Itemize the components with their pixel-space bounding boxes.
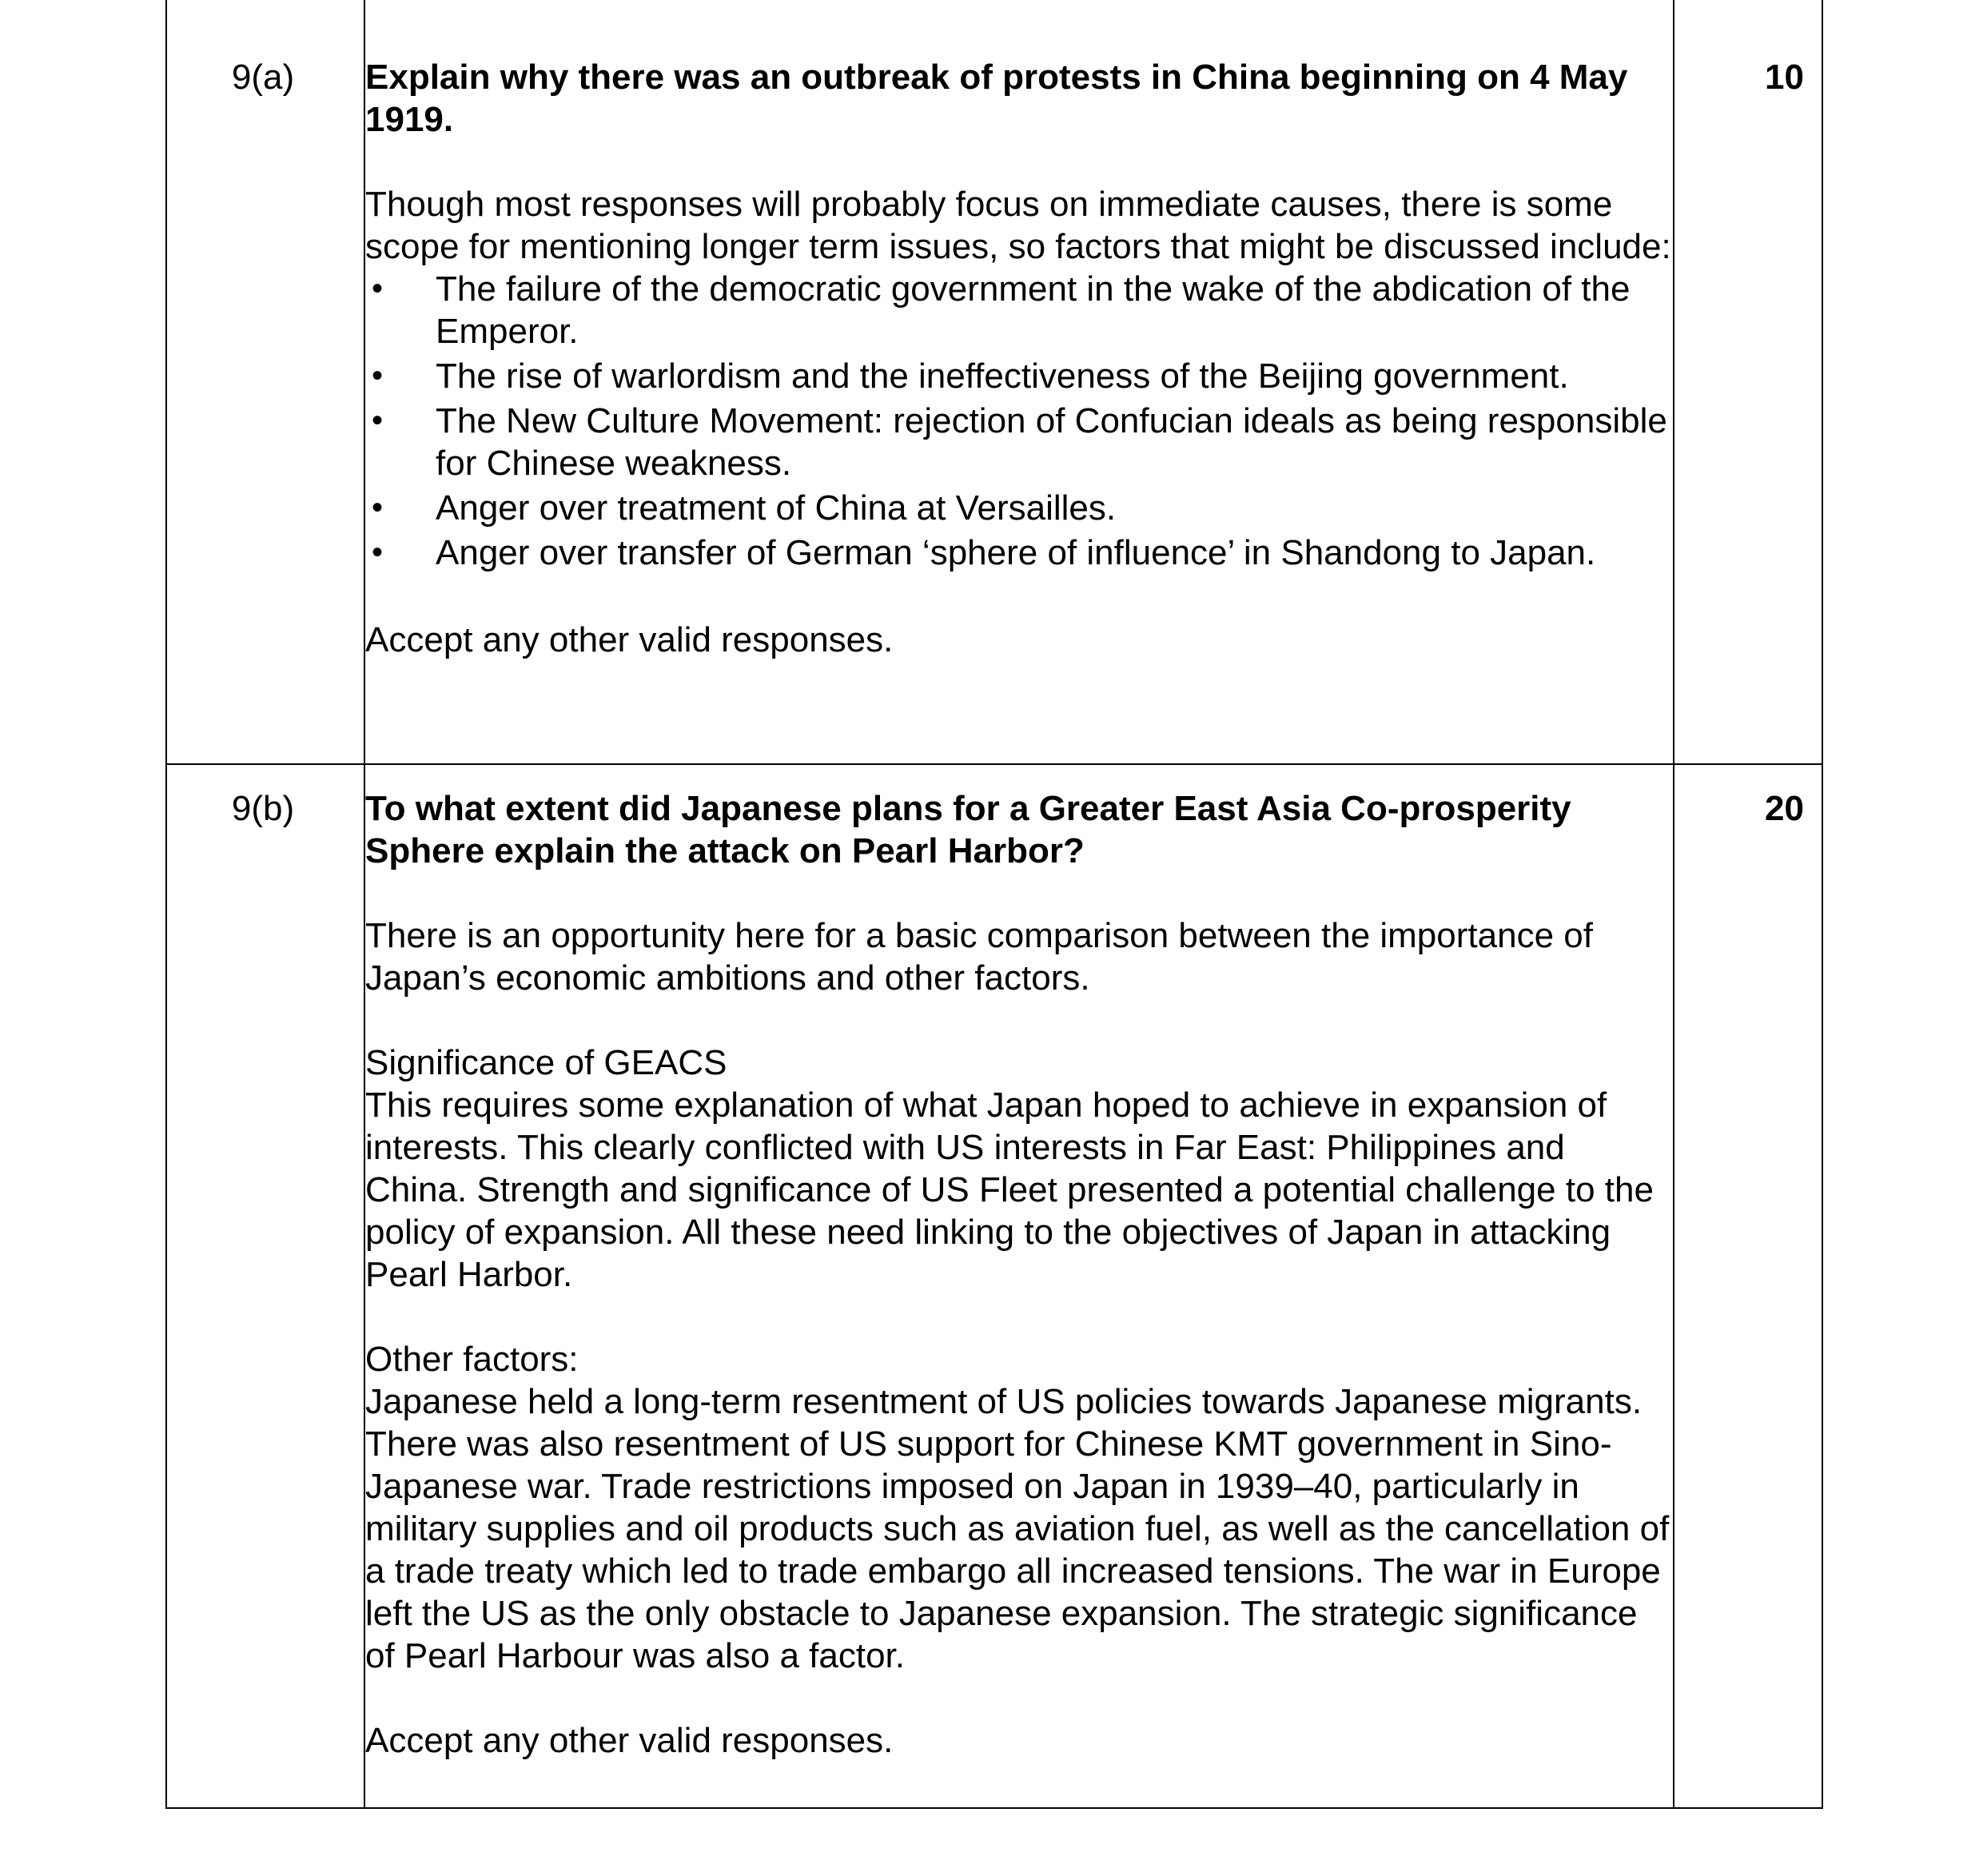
list-item bbox=[365, 532, 1673, 574]
spacer bbox=[365, 1677, 1673, 1719]
guidance-intro: There is an opportunity here for a basic comparison between the importance of Japan’s economic ambitions and other factors. bbox=[365, 916, 1593, 998]
question-text: To what extent did Japanese plans for a Greater East Asia Co-prosperity Sphere explain the attack on Pearl Harbor? bbox=[365, 789, 1571, 870]
guidance-cell bbox=[364, 764, 1674, 1808]
question-text: Explain why there was an outbreak of protests in China beginning on 4 May 1919. bbox=[365, 58, 1628, 139]
table-row bbox=[166, 0, 1822, 764]
list-item bbox=[365, 268, 1673, 352]
bullet-icon: • bbox=[372, 271, 384, 306]
question-number: 9(a) bbox=[231, 58, 295, 97]
marks-cell bbox=[1674, 0, 1822, 764]
table-row bbox=[166, 764, 1822, 1808]
question-number-cell bbox=[166, 0, 364, 764]
bullet-icon: • bbox=[372, 358, 384, 393]
section-heading: Other factors: bbox=[365, 1340, 579, 1379]
guidance-intro: Though most responses will probably focus on immediate causes, there is some scope for mentioning longer term issues, so factors that might be discussed include: bbox=[365, 185, 1671, 266]
spacer bbox=[365, 576, 1673, 619]
list-item-text: Anger over transfer of German ‘sphere of influence’ in Shandong to Japan. bbox=[436, 533, 1596, 572]
list-item bbox=[365, 355, 1673, 397]
section-body: Japanese held a long-term resentment of US policies towards Japanese migrants. There was also resentment of US support for Chinese KMT government in Sino-Japanese war. Trade restrictions imposed on Japan in 1939–40, particularly in military supplies and oil products such as aviation fuel, as well as the cancellation of a trade treaty which led to trade embargo all increased tensions. The war in Europe left the US as the only obstacle to Japanese expansion. The strategic significance of Pearl Harbour was also a factor. bbox=[365, 1382, 1670, 1675]
question-number-cell bbox=[166, 764, 364, 1808]
factor-list bbox=[365, 268, 1673, 574]
section-body: This requires some explanation of what Japan hoped to achieve in expansion of interests. This clearly conflicted with US interests in Far East: Philippines and China. Strength and significance of US Fleet presented a potential challenge to the policy of expansion. All these need linking to the objectives of Japan in attacking Pearl Harbor. bbox=[365, 1085, 1654, 1294]
guidance-closing: Accept any other valid responses. bbox=[365, 1721, 894, 1760]
list-item-text: The failure of the democratic government in the wake of the abdication of the Emperor. bbox=[436, 269, 1631, 351]
question-number: 9(b) bbox=[231, 789, 295, 828]
section-heading: Significance of GEACS bbox=[365, 1043, 727, 1082]
list-item-text: The New Culture Movement: rejection of Confucian ideals as being responsible for Chinese weakness. bbox=[436, 401, 1667, 483]
list-item bbox=[365, 400, 1673, 484]
mark-scheme-table bbox=[165, 0, 1823, 1809]
guidance-cell bbox=[364, 0, 1674, 764]
marks-value: 10 bbox=[1765, 58, 1804, 97]
spacer bbox=[365, 999, 1673, 1042]
marks-value: 20 bbox=[1765, 789, 1804, 828]
list-item-text: Anger over treatment of China at Versailles. bbox=[436, 488, 1117, 528]
list-item bbox=[365, 487, 1673, 529]
guidance-closing: Accept any other valid responses. bbox=[365, 620, 894, 659]
spacer bbox=[365, 1296, 1673, 1338]
bullet-icon: • bbox=[372, 490, 384, 525]
marks-cell bbox=[1674, 764, 1822, 1808]
bullet-icon: • bbox=[372, 403, 384, 438]
list-item-text: The rise of warlordism and the ineffectiveness of the Beijing government. bbox=[436, 356, 1569, 396]
bullet-icon: • bbox=[372, 535, 384, 570]
